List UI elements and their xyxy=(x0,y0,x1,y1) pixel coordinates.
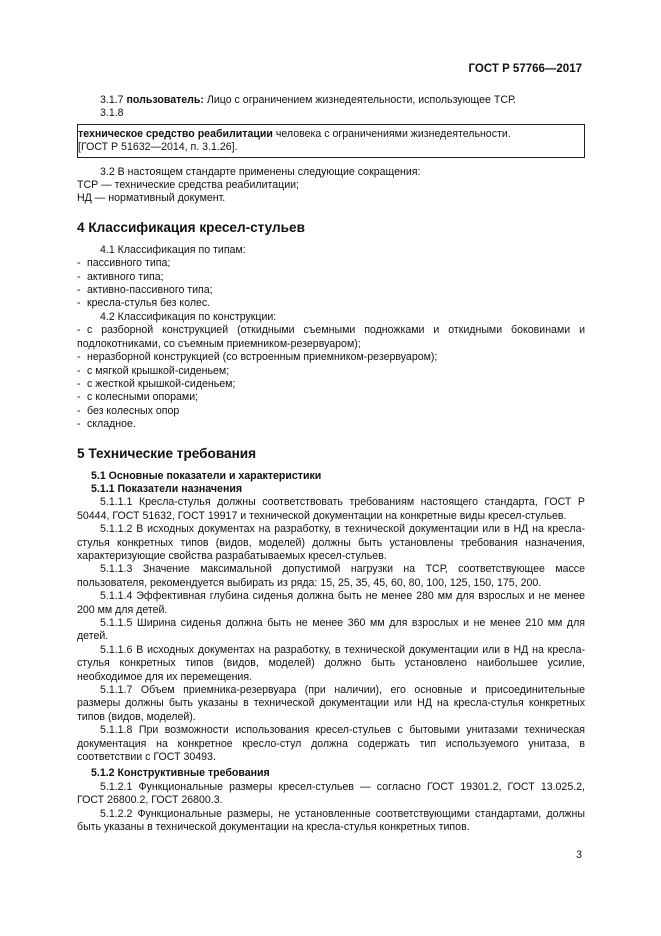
document-code: ГОСТ Р 57766—2017 xyxy=(468,63,582,75)
subsection-5-1-1-title: 5.1.1 Показатели назначения xyxy=(91,482,243,495)
section-4-title: 4 Классификация кресел-стульев xyxy=(77,219,305,235)
page-number: 3 xyxy=(576,849,582,861)
definition-3-1-8-number: 3.1.8 xyxy=(100,107,124,120)
list-item: - с колесными опорами; xyxy=(77,391,199,404)
abbreviation-item: ТСР — технические средства реабилитации; xyxy=(77,179,299,192)
list-item: - с разборной конструкцией (откидными съемными подножками и откидными боковинами и подлокотниками, со съемным приемником-резервуаром); xyxy=(77,324,585,350)
clause-4-1: 4.1 Классификация по типам: xyxy=(100,243,246,256)
types-list xyxy=(77,257,585,311)
clause-5-1-1-4: 5.1.1.4 Эффективная глубина сиденья должна быть не менее 280 мм для взрослых и не менее 200 мм для детей. xyxy=(77,590,585,616)
clause-4-2: 4.2 Классификация по конструкции: xyxy=(100,310,277,323)
list-item: - пассивного типа; xyxy=(77,257,171,270)
subsection-5-1-title: 5.1 Основные показатели и характеристики xyxy=(91,469,322,482)
list-item: - кресла-стулья без колес. xyxy=(77,297,211,310)
clause-5-1-1-5: 5.1.1.5 Ширина сиденья должна быть не менее 360 мм для взрослых и не менее 210 мм для детей. xyxy=(77,617,585,643)
clause-5-1-2-1: 5.1.2.1 Функциональные размеры кресел-стульев — согласно ГОСТ 19301.2, ГОСТ 13.025.2, ГОСТ 26800.2, ГОСТ 26800.3. xyxy=(77,780,585,807)
list-item: - активно-пассивного типа; xyxy=(77,284,213,297)
list-item: - с жесткой крышкой-сиденьем; xyxy=(77,377,236,390)
subsection-5-1-2-title: 5.1.2 Конструктивные требования xyxy=(91,767,270,780)
definition-3-1-7: 3.1.7 пользователь: Лицо с ограничением жизнедеятельности, использующее ТСР. xyxy=(100,94,516,106)
construction-list xyxy=(77,324,585,431)
abbreviations-intro: 3.2 В настоящем стандарте применены следующие сокращения: xyxy=(100,165,421,178)
clause-5-1-1-6: 5.1.1.6 В исходных документах на разработку, в технической документации или в НД на кресла-стулья конкретных типов (видов, моделей) должно быть установлено наибольшее усилие, необходимое для их перемещения. xyxy=(77,643,585,683)
clause-5-1-1-8: 5.1.1.8 При возможности использования кресел-стульев с бытовыми унитазами техническая документация на конкретное кресло-стул должна содержать тип используемого унитаза, в соответствии с ГОСТ 30493. xyxy=(77,724,585,764)
list-item: - активного типа; xyxy=(77,270,164,283)
definition-frame xyxy=(77,124,585,158)
clause-5-1-1-1: 5.1.1.1 Кресла-стулья должны соответствовать требованиям настоящего стандарта, ГОСТ Р 50444, ГОСТ 51632, ГОСТ 19917 и технической документации на конкретные виды кресел-стульев. xyxy=(77,496,585,522)
definition-source-reference: [ГОСТ Р 51632—2014, п. 3.1.26]. xyxy=(78,141,238,154)
section-5-title: 5 Технические требования xyxy=(77,445,257,461)
clause-5-1-1-7: 5.1.1.7 Объем приемника-резервуара (при наличии), его основные и присоединительные размеры должны быть указаны в технической документации или НД на кресла-стулья конкретных типов (видов, моделей). xyxy=(77,684,585,723)
abbreviation-item: НД — нормативный документ. xyxy=(77,192,226,205)
clause-5-1-1-2: 5.1.1.2 В исходных документах на разработку, в технической документации или в НД на кресла-стулья конкретных типов (видов, моделей) должны быть установлены требования назначения, характеризующие свойства разрабатываемых кресел-стульев. xyxy=(77,523,585,562)
list-item: - с мягкой крышкой-сиденьем; xyxy=(77,364,230,377)
list-item: - неразборной конструкцией (со встроенным приемником-резервуаром); xyxy=(77,351,438,364)
clause-5-1-1-3: 5.1.1.3 Значение максимальной допустимой нагрузки на ТСР, соответствующее массе пользователя, рекомендуется выбирать из ряда: 15, 25, 35, 45, 60, 80, 100, 125, 150, 175, 200. xyxy=(77,563,585,589)
list-item: - без колесных опор xyxy=(77,404,180,417)
definition-3-1-8-text: техническое средство реабилитации человека с ограничениями жизнедеятельности. xyxy=(78,127,511,140)
clause-5-1-2-2: 5.1.2.2 Функциональные размеры, не установленные соответствующими стандартами, должны быть указаны в технической документации на кресла-стулья конкретных типов. xyxy=(77,807,585,834)
page-content xyxy=(77,94,585,835)
list-item: - складное. xyxy=(77,418,136,431)
